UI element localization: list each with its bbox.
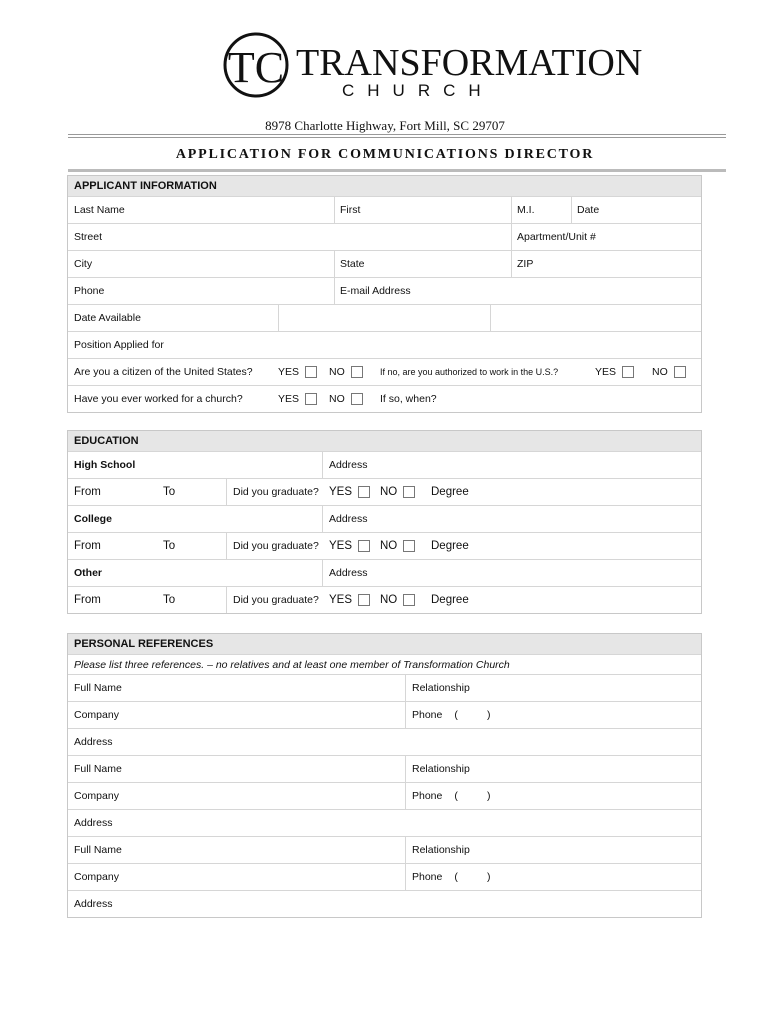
- position-label: Position Applied for: [74, 339, 164, 351]
- citizen-no-checkbox[interactable]: [351, 366, 363, 378]
- reference-name-row[interactable]: [68, 674, 701, 701]
- svg-text:TC: TC: [227, 43, 285, 92]
- degree-label: Degree: [431, 594, 469, 606]
- name-row[interactable]: [68, 196, 701, 223]
- logo-org-sub: CHURCH: [342, 81, 494, 100]
- city-label: City: [74, 258, 93, 270]
- school-label: Other: [74, 567, 103, 579]
- street-label: Street: [74, 231, 103, 243]
- company-label: Company: [74, 871, 119, 883]
- graduate-no-checkbox[interactable]: [403, 540, 415, 552]
- church-no-checkbox[interactable]: [351, 393, 363, 405]
- state-label: State: [340, 258, 365, 270]
- company-label: Company: [74, 790, 119, 802]
- phone-label: Phone: [412, 871, 443, 883]
- church-yes-checkbox[interactable]: [305, 393, 317, 405]
- education-section: [67, 430, 702, 614]
- to-label: To: [163, 486, 176, 498]
- graduate-question: Did you graduate?: [233, 486, 319, 498]
- section-header: APPLICANT INFORMATION: [68, 176, 701, 196]
- to-label: To: [163, 540, 176, 552]
- authorized-no-checkbox[interactable]: [674, 366, 686, 378]
- school-address-label: Address: [329, 567, 368, 579]
- school-detail-row: From To Did you graduate? YES NO Degree: [68, 478, 701, 505]
- church-logo: [222, 32, 643, 102]
- reference-address-row[interactable]: [68, 890, 701, 917]
- graduate-question: Did you graduate?: [233, 540, 319, 552]
- church-row: Have you ever worked for a church? YES NO If so, when?: [68, 385, 701, 412]
- authorized-yes-checkbox[interactable]: [622, 366, 634, 378]
- school-detail-row: From To Did you graduate? YES NO Degree: [68, 586, 701, 613]
- reference-name-row[interactable]: [68, 755, 701, 782]
- school-row[interactable]: [68, 451, 701, 478]
- relationship-label: Relationship: [412, 844, 470, 856]
- from-label: From: [74, 540, 101, 552]
- degree-label: Degree: [431, 486, 469, 498]
- phone-area-code: ( ): [454, 709, 491, 721]
- full-name-label: Full Name: [74, 763, 122, 775]
- full-name-label: Full Name: [74, 844, 122, 856]
- first-name-label: First: [340, 204, 361, 216]
- mi-label: M.I.: [517, 204, 535, 216]
- logo-org-name: TRANSFORMATION: [296, 42, 643, 84]
- citizen-yes-checkbox[interactable]: [305, 366, 317, 378]
- section-header: EDUCATION: [68, 431, 701, 451]
- zip-label: ZIP: [517, 258, 534, 270]
- city-row[interactable]: [68, 250, 701, 277]
- references-section: [67, 633, 702, 918]
- if-so-label: If so, when?: [380, 393, 437, 405]
- reference-company-row[interactable]: [68, 863, 701, 890]
- references-instruction: Please list three references. – no relatives and at least one member of Transformation Church: [68, 654, 701, 674]
- graduate-question: Did you graduate?: [233, 594, 319, 606]
- date-available-label: Date Available: [74, 312, 141, 324]
- reference-address-row[interactable]: [68, 728, 701, 755]
- school-label: High School: [74, 459, 136, 471]
- phone-label: Phone: [74, 285, 105, 297]
- email-label: E-mail Address: [340, 285, 411, 297]
- citizen-row: Are you a citizen of the United States? YES NO If no, are you authorized to work in the U.S.? YES NO: [68, 358, 701, 385]
- address-label: Address: [74, 817, 113, 829]
- school-row[interactable]: [68, 505, 701, 532]
- graduate-yes-checkbox[interactable]: [358, 540, 370, 552]
- phone-area-code: ( ): [454, 871, 491, 883]
- phone-label: Phone: [412, 709, 443, 721]
- from-label: From: [74, 486, 101, 498]
- applicant-section: [67, 175, 702, 413]
- date-label: Date: [577, 204, 600, 216]
- graduate-yes-checkbox[interactable]: [358, 486, 370, 498]
- church-address: 8978 Charlotte Highway, Fort Mill, SC 29707: [265, 118, 505, 133]
- school-address-label: Address: [329, 459, 368, 471]
- school-row[interactable]: [68, 559, 701, 586]
- from-label: From: [74, 594, 101, 606]
- company-label: Company: [74, 709, 119, 721]
- divider: [68, 137, 726, 138]
- full-name-label: Full Name: [74, 682, 122, 694]
- street-row[interactable]: [68, 223, 701, 250]
- to-label: To: [163, 594, 176, 606]
- address-label: Address: [74, 736, 113, 748]
- citizen-question: Are you a citizen of the United States?: [74, 366, 253, 378]
- reference-company-row[interactable]: [68, 782, 701, 809]
- school-address-label: Address: [329, 513, 368, 525]
- authorized-question: If no, are you authorized to work in the U.S.?: [380, 367, 559, 377]
- phone-area-code: ( ): [454, 790, 491, 802]
- graduate-no-checkbox[interactable]: [403, 594, 415, 606]
- date-available-row[interactable]: [68, 304, 701, 331]
- divider: [68, 169, 726, 172]
- phone-row[interactable]: [68, 277, 701, 304]
- apartment-label: Apartment/Unit #: [517, 231, 596, 243]
- address-label: Address: [74, 898, 113, 910]
- position-row[interactable]: [68, 331, 701, 358]
- reference-company-row[interactable]: [68, 701, 701, 728]
- relationship-label: Relationship: [412, 763, 470, 775]
- degree-label: Degree: [431, 540, 469, 552]
- divider: [68, 134, 726, 135]
- school-label: College: [74, 513, 112, 525]
- graduate-no-checkbox[interactable]: [403, 486, 415, 498]
- relationship-label: Relationship: [412, 682, 470, 694]
- graduate-yes-checkbox[interactable]: [358, 594, 370, 606]
- reference-address-row[interactable]: [68, 809, 701, 836]
- school-detail-row: From To Did you graduate? YES NO Degree: [68, 532, 701, 559]
- last-name-label: Last Name: [74, 204, 125, 216]
- church-question: Have you ever worked for a church?: [74, 393, 243, 405]
- section-header: PERSONAL REFERENCES: [68, 634, 701, 654]
- phone-label: Phone: [412, 790, 443, 802]
- reference-name-row[interactable]: [68, 836, 701, 863]
- page-title: APPLICATION FOR COMMUNICATIONS DIRECTOR: [175, 147, 595, 162]
